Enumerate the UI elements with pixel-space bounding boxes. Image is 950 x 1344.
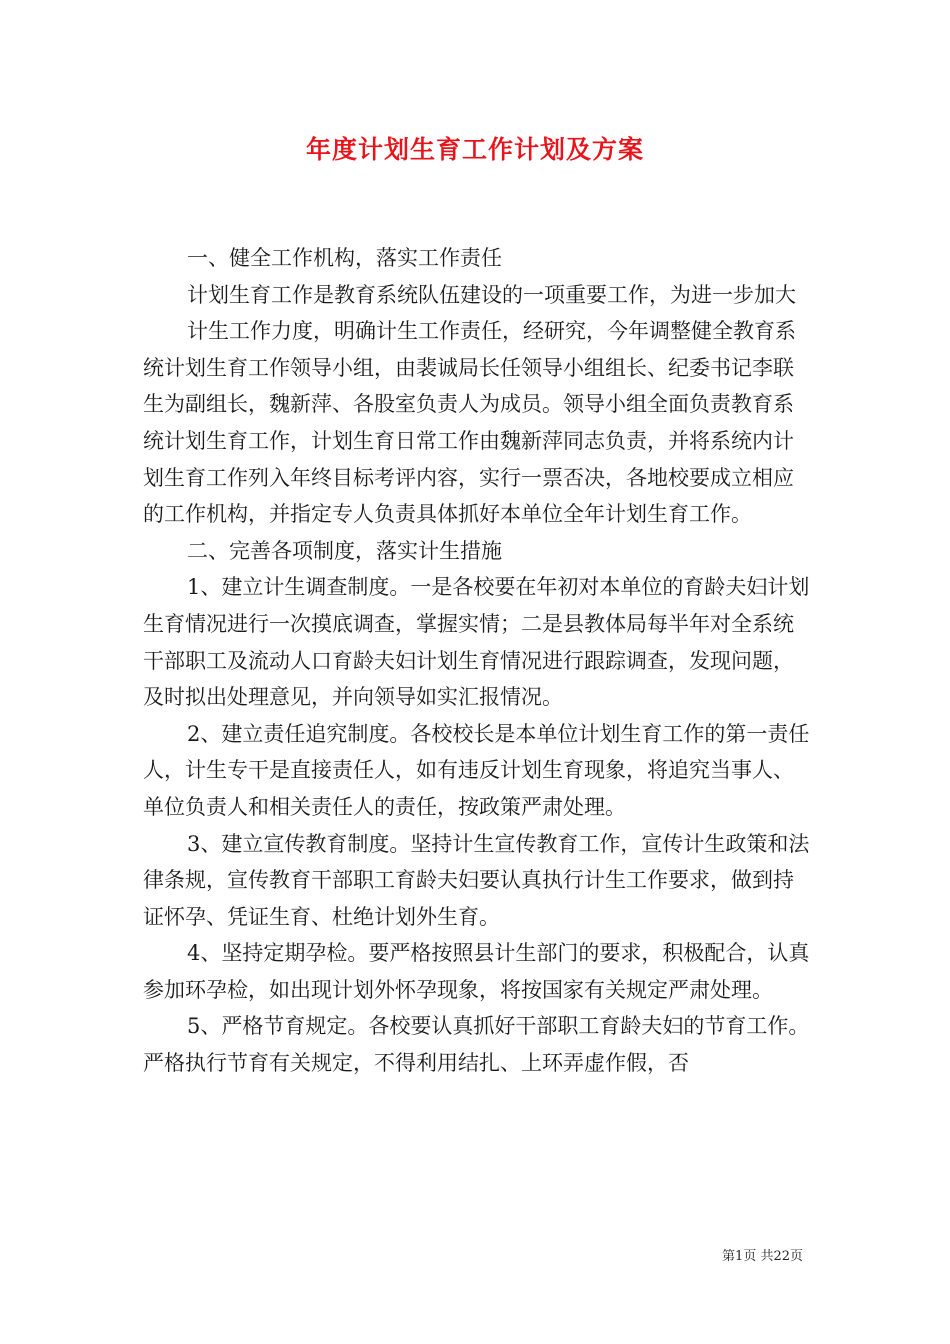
paragraph-item-2: 2、建立责任追究制度。各校校长是本单位计划生育工作的第一责任人，计生专干是直接责任人，如有违反计划生育现象，将追究当事人、单位负责人和相关责任人的责任，按政策严肃处理。 — [143, 721, 810, 819]
document-body — [143, 240, 813, 1082]
section-heading-1: 一、健全工作机构，落实工作责任 — [187, 246, 502, 270]
page-number-footer: 第1页 共22页 — [722, 1249, 803, 1264]
section-heading-2: 二、完善各项制度，落实计生措施 — [187, 538, 502, 563]
paragraph-item-3: 3、建立宣传教育制度。坚持计生宣传教育工作，宣传计生政策和法律条规，宣传教育干部职工育龄夫妇要认真执行计生工作要求，做到持证怀孕、凭证生育、杜绝计划外生育。 — [143, 831, 810, 929]
document-title: 年度计划生育工作计划及方案 — [305, 135, 644, 164]
paragraph-item-1: 1、建立计生调查制度。一是各校要在年初对本单位的育龄夫妇计划生育情况进行一次摸底调查，掌握实情；二是县教体局每半年对全系统干部职工及流动人口育龄夫妇计划生育情况进行跟踪调查，发现问题，及时拟出处理意见，并向领导如实汇报情况。 — [143, 575, 810, 710]
paragraph-intro: 计划生育工作是教育系统队伍建设的一项重要工作，为进一步加大 — [187, 282, 796, 307]
paragraph-item-4: 4、坚持定期孕检。要严格按照县计生部门的要求，积极配合，认真参加环孕检，如出现计划外怀孕现象，将按国家有关规定严肃处理。 — [143, 941, 810, 1002]
paragraph-item-5: 5、严格节育规定。各校要认真抓好干部职工育龄夫妇的节育工作。严格执行节育有关规定，不得利用结扎、上环弄虚作假，否 — [143, 1014, 810, 1076]
paragraph-leadership: 计生工作力度，明确计生工作责任，经研究，今年调整健全教育系统计划生育工作领导小组，由裴诚局长任领导小组组长、纪委书记李联生为副组长，魏新萍、各股室负责人为成员。领导小组全面负责教育系统计划生育工作，计划生育日常工作由魏新萍同志负责，并将系统内计划生育工作列入年终目标考评内容，实行一票否决，各地校要成立相应的工作机构，并指定专人负责具体抓好本单位全年计划生育工作。 — [143, 319, 796, 527]
